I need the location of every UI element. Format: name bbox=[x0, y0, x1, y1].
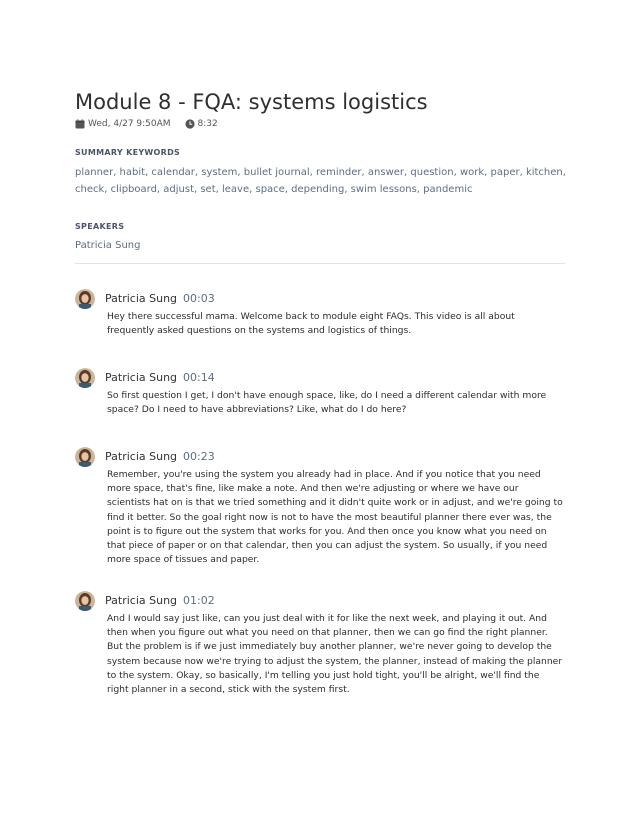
summary-keywords: planner, habit, calendar, system, bullet journal, reminder, answer, question, work, paper, kitchen, check, clipboard, adjust, set, leave, space, depending, swim lessons, pandemic bbox=[75, 167, 566, 195]
calendar-icon bbox=[75, 119, 85, 129]
entry-text: And I would say just like, can you just deal with it for like the next week, and playing it out. And then when you figure out what you need on that planner, then we can go find the right planner. But the problem is if we just immediately buy another planner, we're never going to develop the system because now we're trying to adjust the system, the planner, instead of making the planner to the system. Okay, so basically, I'm telling you just hold tight, you'll be alright, we'll find the right planner in a second, stick with the system first. bbox=[107, 613, 563, 696]
speaker-name: Patricia Sung bbox=[105, 450, 178, 463]
speaker-name: Patricia Sung bbox=[105, 371, 178, 384]
entry-text: Remember, you're using the system you already had in place. And if you notice that you need more space, that's fine, like make a note. And then we're adjusting or where we have our scientists hat on is that we tried something and it didn't quite work or in adjust, and we're going to find it better. So the goal right now is not to have the most beautiful planner there ever was, the point is to figure out the system that works for you. And then once you know what you need on that piece of paper or on that calendar, then you can adjust the system. So usually, if you need more space of tissues and paper. bbox=[107, 469, 563, 566]
timestamp[interactable]: 00:03 bbox=[183, 292, 215, 305]
entry-header bbox=[105, 292, 215, 305]
entry-text: So first question I get, I don't have enough space, like, do I need a different calendar with more space? Do I need to have abbreviations? Like, what do I do here? bbox=[107, 390, 547, 416]
page-title: Module 8 - FQA: systems logistics bbox=[75, 90, 428, 114]
speaker-name: Patricia Sung bbox=[105, 292, 178, 305]
entry-header bbox=[105, 594, 215, 607]
entry-text: Hey there successful mama. Welcome back to module eight FAQs. This video is all about frequently asked questions on the systems and logistics of things. bbox=[107, 311, 515, 337]
avatar bbox=[75, 289, 95, 309]
meeting-date: Wed, 4/27 9:50AM bbox=[88, 119, 171, 129]
avatar bbox=[75, 591, 95, 611]
meta-row bbox=[75, 119, 218, 129]
timestamp[interactable]: 00:14 bbox=[183, 371, 215, 384]
meeting-duration: 8:32 bbox=[197, 119, 218, 129]
entry-header bbox=[105, 450, 215, 463]
speakers-label: SPEAKERS bbox=[75, 222, 125, 231]
summary-keywords-label: SUMMARY KEYWORDS bbox=[75, 148, 181, 157]
avatar bbox=[75, 368, 95, 388]
clock-icon bbox=[185, 119, 195, 129]
speaker-name: Patricia Sung bbox=[105, 594, 178, 607]
timestamp[interactable]: 00:23 bbox=[183, 450, 215, 463]
entry-header bbox=[105, 371, 215, 384]
speakers-list: Patricia Sung bbox=[75, 240, 141, 251]
divider bbox=[75, 263, 565, 264]
avatar bbox=[75, 447, 95, 467]
timestamp[interactable]: 01:02 bbox=[183, 594, 215, 607]
